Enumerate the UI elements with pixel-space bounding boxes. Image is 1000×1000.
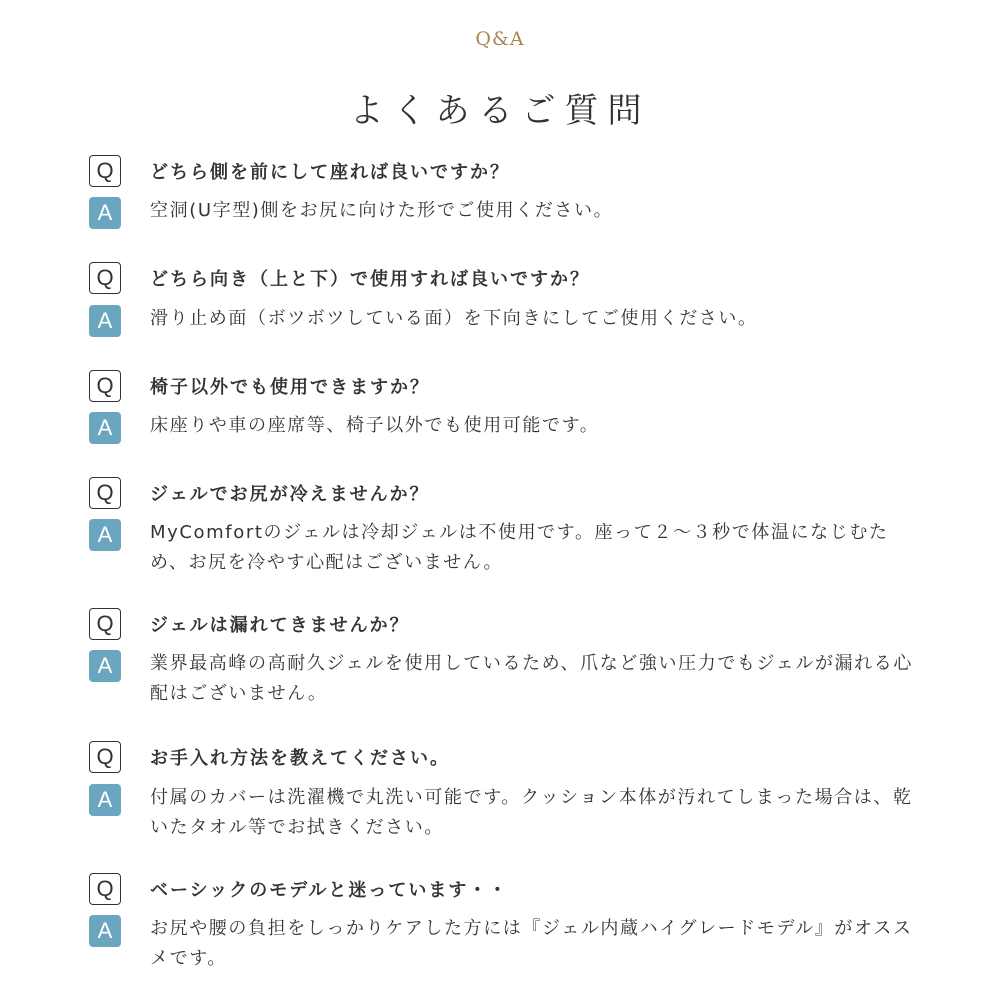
- question-text: ベーシックのモデルと迷っています・・: [150, 880, 509, 901]
- question-text: ジェルでお尻が冷えませんか？: [150, 484, 430, 505]
- answer-text: 業界最高峰の高耐久ジェルを使用しているため、爪など強い圧力でもジェルが漏れる心配はございません。: [150, 653, 913, 704]
- answer-text: MyComfortのジェルは冷却ジェルは不使用です。座って２〜３秒で体温になじむため、お尻を冷やす心配はございません。: [150, 522, 889, 573]
- question-text: どちら向き（上と下）で使用すれば良いですか？: [150, 269, 590, 290]
- answer-text: 空洞(U字型)側をお尻に向けた形でご使用ください。: [150, 200, 614, 221]
- answer-text: 滑り止め面（ボツボツしている面）を下向きにしてご使用ください。: [150, 308, 758, 329]
- answer-text: 付属のカバーは洗濯機で丸洗い可能です。クッション本体が汚れてしまった場合は、乾いたタオル等でお拭きください。: [150, 787, 913, 838]
- answer-badge: A: [89, 197, 121, 229]
- question-text: お手入れ方法を教えてください。: [150, 748, 450, 769]
- question-badge: Q: [89, 262, 121, 294]
- question-badge: Q: [89, 741, 121, 773]
- question-text: どちら側を前にして座れば良いですか？: [150, 162, 510, 183]
- answer-badge: A: [89, 412, 121, 444]
- answer-badge: A: [89, 784, 121, 816]
- answer-badge: A: [89, 650, 121, 682]
- page-title: よくあるご質問: [349, 90, 651, 131]
- question-badge: Q: [89, 477, 121, 509]
- question-badge: Q: [89, 155, 121, 187]
- question-badge: Q: [89, 370, 121, 402]
- answer-text: 床座りや車の座席等、椅子以外でも使用可能です。: [150, 415, 600, 436]
- answer-badge: A: [89, 305, 121, 337]
- question-badge: Q: [89, 873, 121, 905]
- section-eyebrow: Q&A: [475, 28, 525, 50]
- question-text: 椅子以外でも使用できますか？: [150, 377, 430, 398]
- answer-text: お尻や腰の負担をしっかりケアした方には『ジェル内蔵ハイグレードモデル』がオススメです。: [150, 918, 913, 969]
- answer-badge: A: [89, 915, 121, 947]
- question-badge: Q: [89, 608, 121, 640]
- answer-badge: A: [89, 519, 121, 551]
- question-text: ジェルは漏れてきませんか？: [150, 615, 410, 636]
